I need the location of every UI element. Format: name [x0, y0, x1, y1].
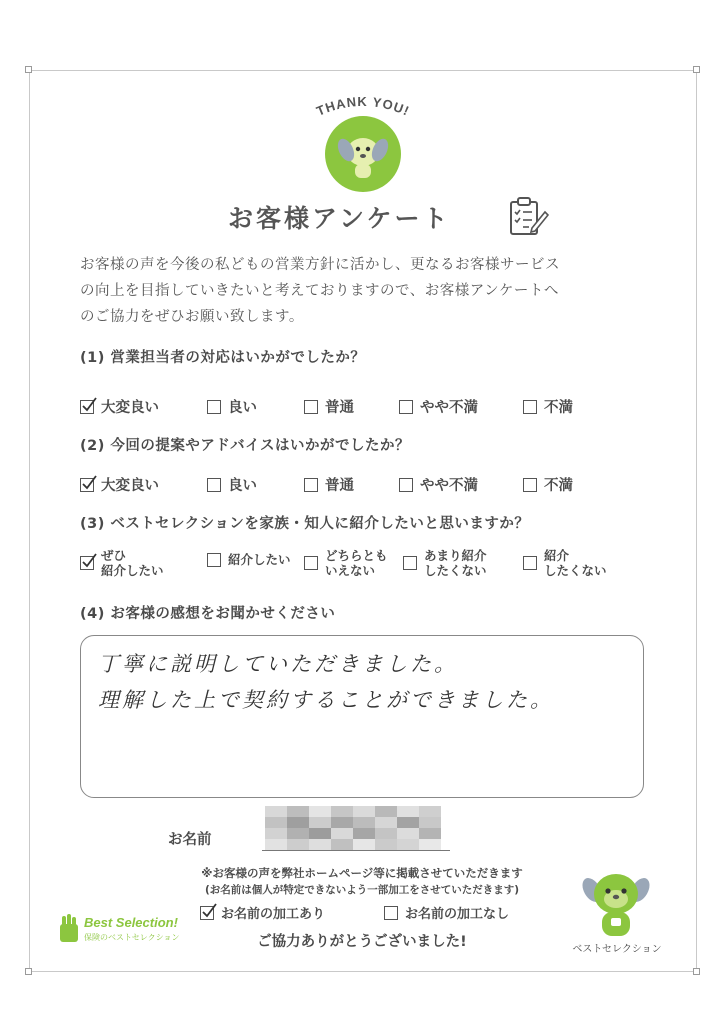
closing-thanks: ご協力ありがとうございました!: [257, 934, 467, 950]
name-processing-yes[interactable]: お名前の加工あり: [200, 903, 325, 922]
question-4-label: (4) お客様の感想をお聞かせください: [80, 606, 336, 622]
page-title: お客様アンケート: [228, 204, 451, 233]
checkbox[interactable]: [523, 556, 537, 570]
handwritten-answer-line-1: 丁寧に説明していただきました。: [98, 652, 458, 676]
q1-option-3[interactable]: 普通: [304, 396, 354, 417]
question-3-label: (3) ベストセレクションを家族・知人に紹介したいと思いますか？: [80, 516, 530, 532]
best-selection-logo: Best Selection! 保険のベストセレクション: [58, 914, 186, 946]
checkbox[interactable]: [399, 478, 413, 492]
q3-option-5[interactable]: 紹介 したくない: [523, 548, 607, 578]
q1-option-1[interactable]: 大変良い: [80, 396, 159, 417]
checkbox[interactable]: [384, 906, 398, 920]
corner-mark: [693, 968, 700, 975]
mascot-caption: ベストセレクション: [572, 944, 662, 955]
intro-text: お客様の声を今後の私どもの営業方針に活かし、更なるお客様サービス の向上を目指していきたいと考えておりますので、お客様アンケートへ のご協力をぜひお願い致します。: [80, 257, 560, 325]
anonymization-note: (お名前は個人が特定できないよう一部加工をさせていただきます): [204, 884, 520, 896]
checkbox[interactable]: [207, 553, 221, 567]
name-mosaic-redaction: [265, 806, 441, 850]
checkbox[interactable]: [523, 478, 537, 492]
checkbox[interactable]: [207, 478, 221, 492]
checkbox[interactable]: [304, 400, 318, 414]
corner-mark: [693, 66, 700, 73]
publication-note: ※お客様の声を弊社ホームページ等に掲載させていただきます: [201, 866, 523, 880]
q3-option-2[interactable]: 紹介したい: [207, 552, 291, 567]
name-processing-no[interactable]: お名前の加工なし: [384, 903, 509, 922]
question-1-label: (1) 営業担当者の対応はいかがでしたか？: [80, 350, 366, 366]
q1-option-4[interactable]: やや不満: [399, 396, 478, 417]
q2-option-3[interactable]: 普通: [304, 474, 354, 495]
checkbox[interactable]: [80, 400, 94, 414]
q3-option-4[interactable]: あまり紹介 したくない: [403, 548, 487, 578]
svg-text:THANK YOU!: THANK YOU!: [314, 93, 412, 119]
name-underline: [262, 850, 450, 851]
checkbox[interactable]: [207, 400, 221, 414]
q2-option-1[interactable]: 大変良い: [80, 474, 159, 495]
clipboard-icon: [505, 194, 549, 238]
checkbox[interactable]: [80, 478, 94, 492]
q2-option-5[interactable]: 不満: [523, 474, 573, 495]
checkbox[interactable]: [304, 556, 318, 570]
q1-option-5[interactable]: 不満: [523, 396, 573, 417]
checkbox[interactable]: [399, 400, 413, 414]
checkbox[interactable]: [200, 906, 214, 920]
name-label: お名前: [168, 832, 212, 848]
handwritten-answer-line-2: 理解した上で契約することができました。: [98, 688, 554, 712]
checkbox[interactable]: [523, 400, 537, 414]
question-2-label: (2) 今回の提案やアドバイスはいかがでしたか？: [80, 438, 410, 454]
checkbox[interactable]: [304, 478, 318, 492]
checkbox[interactable]: [80, 556, 94, 570]
q2-option-4[interactable]: やや不満: [399, 474, 478, 495]
mascot-dog-icon: [325, 116, 401, 192]
q1-option-2[interactable]: 良い: [207, 396, 257, 417]
corner-mark: [25, 66, 32, 73]
corner-mark: [25, 968, 32, 975]
q2-option-2[interactable]: 良い: [207, 474, 257, 495]
q3-option-1[interactable]: ぜひ 紹介したい: [80, 548, 164, 578]
q3-option-3[interactable]: どちらとも いえない: [304, 548, 388, 578]
checkbox[interactable]: [403, 556, 417, 570]
